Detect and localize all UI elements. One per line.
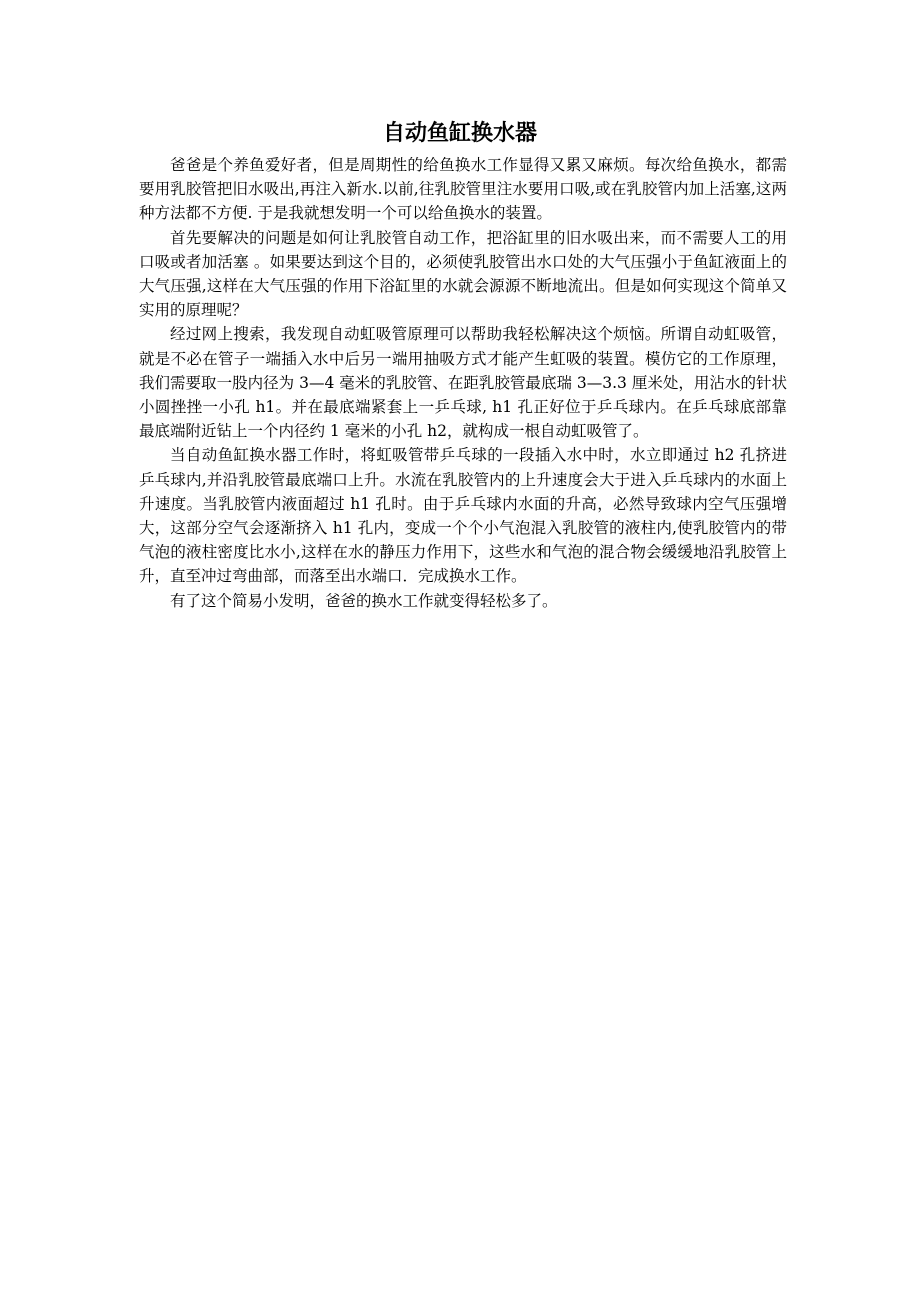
paragraph: 首先要解决的问题是如何让乳胶管自动工作，把浴缸里的旧水吸出来，而不需要人工的用口吸或者加活塞 。如果要达到这个目的，必须使乳胶管出水口处的大气压强小于鱼缸液面上的大气压强,这样在大气压强的作用下浴缸里的水就会源源不断地流出。但是如何实现这个简单又实用的原理呢？ bbox=[139, 228, 787, 320]
paragraph: 有了这个简易小发明，爸爸的换水工作就变得轻松多了。 bbox=[170, 591, 558, 610]
document-body bbox=[139, 153, 787, 613]
document-title: 自动鱼缸换水器 bbox=[382, 121, 537, 146]
paragraph: 爸爸是个养鱼爱好者，但是周期性的给鱼换水工作显得又累又麻烦。每次给鱼换水，都需要用乳胶管把旧水吸出,再注入新水.以前,往乳胶管里注水要用口吸,或在乳胶管内加上活塞,这两种方法都不方便. 于是我就想发明一个可以给鱼换水的装置。 bbox=[139, 156, 787, 223]
paragraph: 当自动鱼缸换水器工作时，将虹吸管带乒乓球的一段插入水中时，水立即通过 h2 孔挤进乒乓球内,并沿乳胶管最底端口上升。水流在乳胶管内的上升速度会大于进入乒乓球内的水面上升速度。当乳胶管内液面超过 h1 孔时。由于乒乓球内水面的升高，必然导致球内空气压强增大，这部分空气会逐渐挤入 h1 孔内，变成一个个小气泡混入乳胶管的液柱内,使乳胶管内的带气泡的液柱密度比水小,这样在水的静压力作用下，这些水和气泡的混合物会缓缓地沿乳胶管上升，直至冲过弯曲部，而落至出水端口．完成换水工作。 bbox=[139, 446, 787, 586]
paragraph: 经过网上搜索，我发现自动虹吸管原理可以帮助我轻松解决这个烦恼。所谓自动虹吸管，就是不必在管子一端插入水中后另一端用抽吸方式才能产生虹吸的装置。模仿它的工作原理，我们需要取一股内径为 3—4 毫米的乳胶管、在距乳胶管最底瑞 3—3.3 厘米处，用沾水的针状小圆挫挫一小孔 h1。并在最底端紧套上一乒乓球, h1 孔正好位于乒乓球内。在乒乓球底部靠最底端附近钻上一个内径约 1 毫米的小孔 h2，就构成一根自动虹吸管了。 bbox=[139, 325, 787, 441]
